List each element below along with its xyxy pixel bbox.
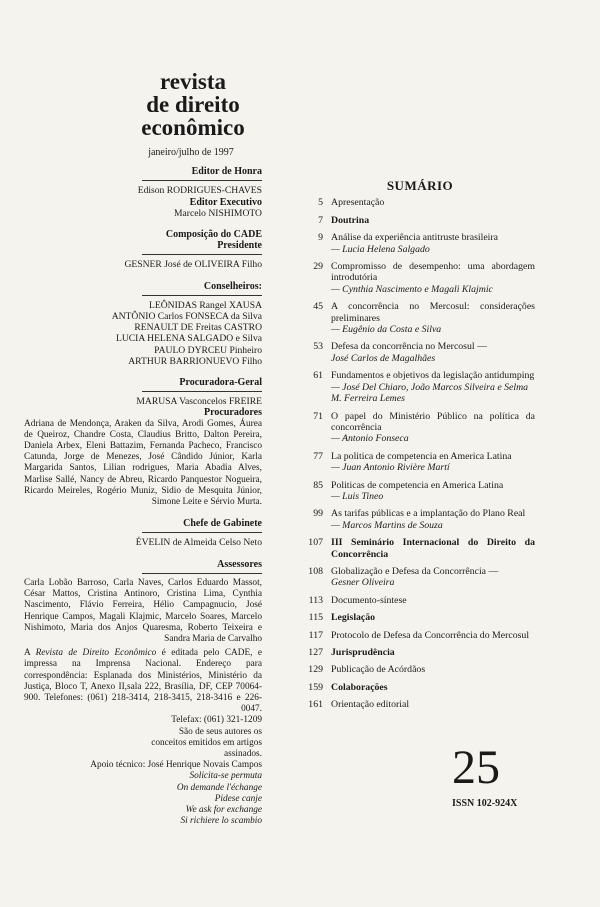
toc-page-number: 61 (313, 370, 323, 382)
toc-item (305, 647, 535, 658)
title-line: revista (159, 69, 226, 94)
toc-title: Doutrina (331, 214, 370, 226)
editor-honra-name: Edison RODRIGUES-CHAVES (137, 185, 262, 197)
toc-item (305, 480, 535, 503)
toc-title: Protocolo de Defesa da Concorrência do Mercosul (331, 629, 530, 641)
title-line: de direito (146, 92, 240, 117)
colophon-journal-name: Revista de Direito Econômico (35, 648, 157, 659)
toc-page-number: 161 (308, 699, 323, 711)
toc-title: Documento-síntese (331, 594, 407, 606)
toc-page-number: 99 (313, 508, 323, 520)
toc-item (305, 566, 535, 589)
toc-author: — Antonio Fonseca (331, 433, 409, 445)
toc-title: Colaborações (331, 681, 388, 693)
conselheiro: ARTHUR BARRIONUEVO Filho (128, 355, 262, 367)
exchange-line: Si richiere lo scambio (180, 816, 262, 827)
toc-author: — Marcos Martins de Souza (331, 519, 443, 531)
toc-page-number: 45 (313, 301, 323, 313)
conselheiro: ANTÔNIO Carlos FONSECA da Silva (111, 311, 262, 323)
toc-item (305, 301, 535, 335)
responsabilidade: São de seus autores os conceitos emitidos em artigos assinados. (151, 726, 262, 759)
toc-title: Compromisso de desempenho: uma abordagem introdutória (331, 261, 535, 284)
issn: ISSN 102-924X (452, 798, 518, 809)
divider (142, 391, 262, 392)
issue-date: janeiro/julho de 1997 (148, 147, 234, 158)
toc-item (305, 612, 535, 623)
toc-author: — Luis Tineo (331, 490, 384, 502)
toc-list (305, 197, 535, 710)
toc-title: Politicas de competencia en America Latina (331, 479, 504, 491)
conselheiros-heading: Conselheiros: (203, 280, 262, 292)
journal-title (124, 70, 262, 139)
toc-page-number: 115 (308, 612, 323, 624)
toc-title: O papel do Ministério Público na política da concorrência (331, 410, 535, 433)
toc-page-number: 7 (318, 214, 323, 226)
toc-item (305, 261, 535, 295)
toc-page-number: 117 (308, 629, 323, 641)
toc-item (305, 197, 535, 208)
divider (142, 532, 262, 533)
toc-title: Jurisprudência (331, 647, 395, 658)
procuradores-list: Adriana de Mendonça, Araken da Silva, Arodi Gomes, Áurea de Queiroz, Chandre Costa, Claudius Britto, Dalton Pereira, Daniela Arbex, Eleni Battazim, Fernanda Pacheco, Francisco Catunda, Jorge de Menezes, José Cândido Júnior, Karla Margarida Santos, Lilian rodrigues, Maria Abadia Alves, Marlise Sallé, Nancy de Abreu, Ricardo Panquestor Nogueira, Ricardo Meireles, Rogério Muniz, Sidio de Mesquita Júnior, Simone Leite e Sérvio Murta. (24, 418, 262, 508)
toc-page-number: 107 (308, 537, 323, 549)
editor-honra-heading: Editor de Honra (191, 166, 262, 178)
toc-item (305, 341, 535, 364)
toc-item (305, 699, 535, 710)
toc-item (305, 451, 535, 474)
procuradores-heading: Procuradores (204, 407, 262, 419)
toc-author: — Eugênio da Costa e Silva (331, 324, 442, 336)
procuradora-name: MARUSA Vasconcelos FREIRE (136, 396, 262, 408)
chefe-heading: Chefe de Gabinete (183, 518, 262, 530)
toc-author: — Juan Antonio Rivière Martí (331, 462, 450, 474)
toc-title: Apresentação (331, 197, 385, 209)
cade-heading: Composição do CADE (165, 229, 262, 241)
toc-page-number: 9 (318, 232, 323, 244)
toc-page-number: 113 (308, 594, 323, 606)
exchange-line: We ask for exchange (185, 804, 262, 815)
apoio-tecnico: Apoio técnico: José Henrique Novais Campos (90, 760, 262, 771)
toc-author: Gesner Oliveira (331, 577, 395, 589)
toc-page-number: 129 (308, 664, 323, 676)
divider (142, 295, 262, 296)
title-line: econômico (141, 115, 245, 140)
toc-page-number: 127 (308, 647, 323, 658)
exchange-line: Pidese canje (214, 793, 262, 804)
conselheiro: RENAULT DE Freitas CASTRO (134, 322, 262, 334)
toc-item (305, 630, 535, 641)
issue-number: 25 (452, 741, 500, 794)
colophon-intro-b: é editada pelo CADE, e impressa na Imprensa Nacional. Endereço para correspondência: Esplanada dos Ministérios, Ministério da Justiça, Bloco T, Anexo II,sala 222, Brasília, DF, CEP 70064-900. Telefones: (061) 218-3414, 218-3415, 218-3416 e 226-0047. (24, 648, 262, 715)
chefe-name: ÉVELIN de Almeida Celso Neto (135, 537, 262, 549)
toc-page-number: 71 (313, 410, 323, 422)
presidente-name: GESNER José de OLIVEIRA Filho (124, 259, 262, 271)
toc-author: — Cynthia Nascimento e Magali Klajmic (331, 283, 493, 295)
table-of-contents (305, 180, 535, 717)
colophon-text (24, 648, 262, 715)
toc-title: Defesa da concorrência no Mercosul — (331, 341, 487, 353)
toc-title: Fundamentos e objetivos da legislação antidumping (331, 370, 535, 382)
exchange-line: On demande l'échange (176, 782, 262, 793)
telefax: Telefax: (061) 321-1209 (171, 715, 262, 726)
editor-executivo-name: Marcelo NISHIMOTO (173, 207, 262, 219)
conselheiro: LEÔNIDAS Rangel XAUSA (149, 299, 262, 311)
exchange-line: Solicita-se permuta (189, 771, 262, 782)
presidente-heading: Presidente (217, 240, 262, 252)
toc-item (305, 232, 535, 255)
toc-title: Globalização e Defesa da Concorrência — (331, 565, 499, 577)
toc-page-number: 29 (313, 261, 323, 273)
divider (142, 573, 262, 574)
toc-page-number: 159 (308, 681, 323, 693)
divider (142, 254, 262, 255)
conselheiro: PAULO DYRCEU Pinheiro (154, 344, 262, 356)
toc-title: III Seminário Internacional do Direito da Concorrência (331, 537, 535, 560)
toc-title: Análise da experiência antitruste brasileira (331, 232, 499, 244)
assessores-list: Carla Lobão Barroso, Carla Naves, Carlos Eduardo Massot, César Mattos, Cristina Antinoro, Cristina Lima, Cynthia Nascimento, Flávio Ferreira, Hélio Campagnucio, José Henrique Campos, Magali Klajmic, Marcelo Soares, Marcelo Nishimoto, Maria dos Anjos Quaresma, Roberto Teixeira e Sandra Maria de Carvalho (24, 577, 262, 644)
toc-item (305, 411, 535, 445)
sumario-heading: SUMÁRIO (386, 178, 454, 193)
toc-author: — Lucia Helena Salgado (331, 243, 430, 255)
toc-title: Legislação (331, 612, 376, 624)
toc-title: As tarifas públicas e a implantação do Plano Real (331, 508, 526, 520)
toc-title: Publicação de Acórdãos (331, 664, 426, 676)
toc-item (305, 537, 535, 560)
toc-item (305, 682, 535, 693)
toc-page-number: 85 (313, 479, 323, 491)
toc-item (305, 215, 535, 226)
conselheiro: LUCIA HELENA SALGADO e Silva (115, 333, 262, 345)
toc-author: José Carlos de Magalhães (331, 352, 436, 364)
toc-item (305, 595, 535, 606)
procuradora-heading: Procuradora-Geral (179, 377, 262, 389)
toc-title: Orientação editorial (331, 699, 410, 711)
toc-item (305, 508, 535, 531)
colophon-intro-a: A (24, 648, 36, 659)
editor-executivo-heading: Editor Executivo (189, 196, 262, 208)
toc-author: — José Del Chiaro, João Marcos Silveira e Selma M. Ferreira Lemes (331, 381, 529, 405)
toc-page-number: 108 (308, 565, 323, 577)
toc-title: La politica de competencia en America Latina (331, 450, 512, 462)
toc-page-number: 53 (313, 341, 323, 353)
divider (142, 180, 262, 181)
assessores-heading: Assessores (217, 558, 262, 570)
toc-item (305, 370, 535, 404)
masthead-column (24, 70, 262, 827)
toc-item (305, 664, 535, 675)
toc-page-number: 5 (318, 197, 323, 209)
toc-page-number: 77 (313, 450, 323, 462)
toc-title: A concorrência no Mercosul: considerações preliminares (331, 301, 535, 324)
